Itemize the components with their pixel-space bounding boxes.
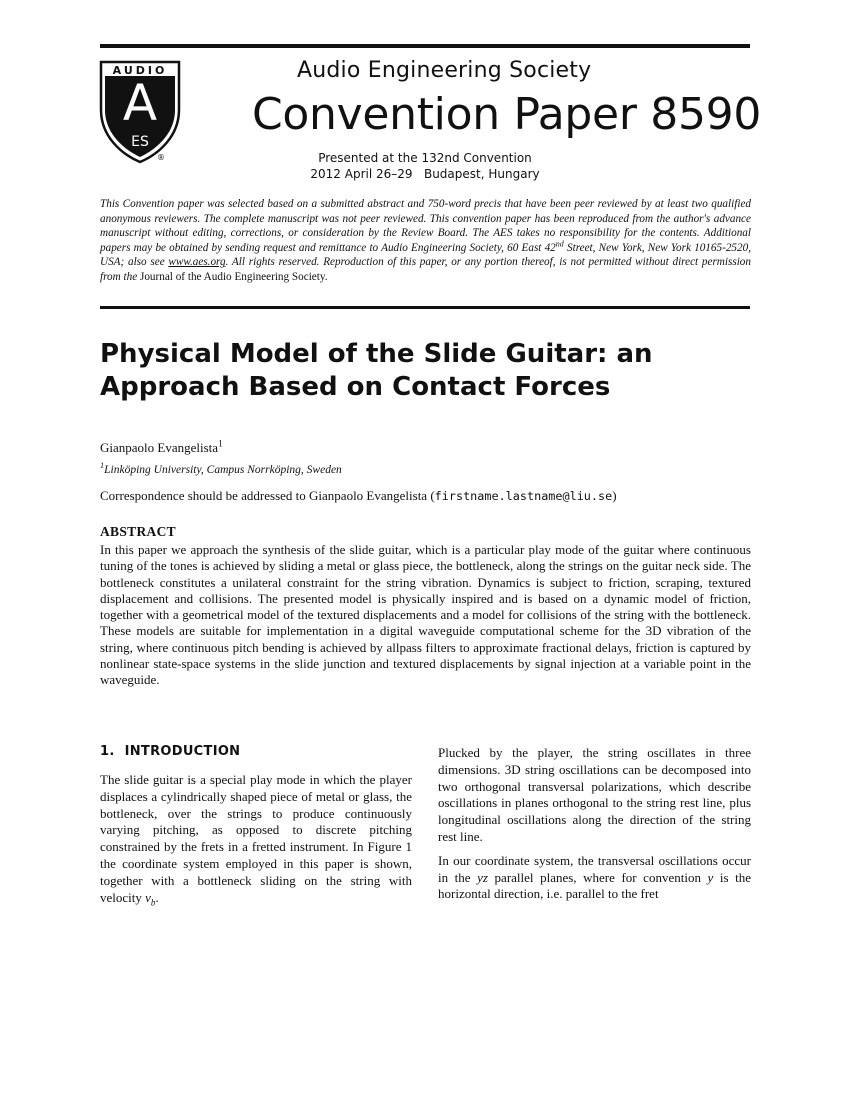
section-number: 1.	[100, 744, 115, 759]
intro-paragraph-3	[438, 853, 751, 903]
review-notice	[100, 197, 751, 285]
paper-title: Physical Model of the Slide Guitar: an Approach Based on Contact Forces	[100, 339, 653, 402]
author-line	[100, 440, 223, 456]
right-column	[438, 745, 751, 910]
author-sup: 1	[218, 439, 223, 450]
p3-text-a: In our coordinate system, the transversal oscillations occur in the	[438, 852, 751, 885]
affiliation: Linköping University, Campus Norrköping, Sweden	[104, 464, 342, 476]
logo-letter: A	[122, 74, 158, 132]
intro-p1-text: The slide guitar is a special play mode in which the player displaces a cylindrically shaped piece of metal or glass, the bottleneck, over the strings to produce continuously varying pitching, as opposed to discrete pitching constrained by the frets in a fretted instrument. In Figure 1 the coordinate system employed in this paper is shown, together with a bottleneck sliding on the string with velocity	[100, 772, 412, 905]
velocity-var: v	[145, 889, 151, 905]
correspondence-suffix: )	[612, 488, 617, 503]
notice-text-main: This Convention paper was selected based on a submitted abstract and 750-word precis that have been peer reviewed by at least two qualified anonymous reviewers. The complete manuscript was not peer reviewed. This convention paper has been reproduced from the author's advance manuscript without editing, corrections, or consideration by the Review Board. The AES takes no responsibility for the contents. Additional papers may be obtained by sending request and remittance to Audio Engineering Society, 60 East 42	[100, 198, 751, 254]
velocity-sub: b	[150, 897, 156, 908]
logo-bottom-text: ES	[131, 134, 149, 150]
intro-paragraph-1	[100, 772, 412, 911]
section-heading	[100, 744, 240, 759]
email-address[interactable]: firstname.lastname@liu.se	[434, 489, 613, 503]
abstract-heading: ABSTRACT	[100, 524, 176, 539]
p3-var-y: y	[707, 869, 714, 885]
section-title: INTRODUCTION	[124, 744, 241, 759]
notice-text-rights: . All rights reserved. Reproduction of this paper, or any portion thereof, is not permitted without direct permission from the	[100, 256, 751, 283]
top-rule	[100, 44, 750, 48]
intro-paragraph-2: Plucked by the player, the string oscillates in three dimensions. 3D string oscillations can be decomposed into two orthogonal transversal polarizations, which describe oscillations in planes orthogonal to the string rest line, plus longitudinal oscillations along the direction of the string rest line.	[438, 745, 751, 844]
presented-line: Presented at the 132nd Convention	[318, 151, 532, 165]
correspondence-line	[100, 488, 617, 504]
notice-text-address: Street, New York, New York 10165-2520, USA; also see	[100, 241, 751, 269]
journal-name: Journal of the Audio Engineering Society.	[139, 270, 328, 283]
convention-title	[252, 89, 761, 141]
aes-website-link[interactable]: www.aes.org	[168, 256, 226, 269]
affiliation-sup: 1	[100, 461, 105, 471]
aes-shield-icon	[99, 60, 181, 164]
society-name: Audio Engineering Society	[297, 58, 592, 83]
correspondence-prefix: Correspondence should be addressed to Gianpaolo Evangelista (	[100, 488, 435, 503]
convention-label: Convention Paper	[252, 89, 637, 140]
logo-top-text: AUDIO	[112, 64, 168, 77]
p3-var-yz: yz	[477, 869, 488, 885]
presented-block	[300, 150, 550, 182]
p3-text-c: is the horizontal direction, i.e. parallel to the fret	[438, 869, 751, 902]
left-column	[100, 772, 412, 911]
middle-rule	[100, 306, 750, 309]
aes-logo	[99, 60, 181, 164]
author-name: Gianpaolo Evangelista	[100, 440, 219, 455]
paper-number: 8590	[650, 89, 762, 140]
date-location: 2012 April 26–29 Budapest, Hungary	[310, 167, 540, 181]
p3-text-b: parallel planes, where for convention	[487, 869, 708, 885]
abstract-text: In this paper we approach the synthesis of the slide guitar, which is a particular play mode of the guitar where continuous tuning of the tones is achieved by sliding a metal or glass piece, the bottleneck, along the strings on the guitar neck side. The bottleneck constitutes a unilateral constraint for the string vibration. Dynamics is subject to friction, scraping, textured displacement and collisions. The presented model is physically inspired and is based on a dynamic model of friction, together with a geometrical model of the textured displacements and a model for collisions of the string with the bottleneck. These models are suitable for implementation in a digital waveguide computational scheme for the 3D vibration of the string, where continuous pitch bending is achieved by allpass filters to approximate fractional delays, friction is captured by nonlinear state-space systems in the slide junction and textured displacements by signal injection at a variable point in the waveguide.	[100, 542, 751, 688]
intro-p1-end: .	[155, 889, 159, 905]
registered-mark: ®	[157, 153, 165, 162]
notice-sup: nd	[555, 239, 564, 249]
affiliation-line	[100, 461, 342, 476]
